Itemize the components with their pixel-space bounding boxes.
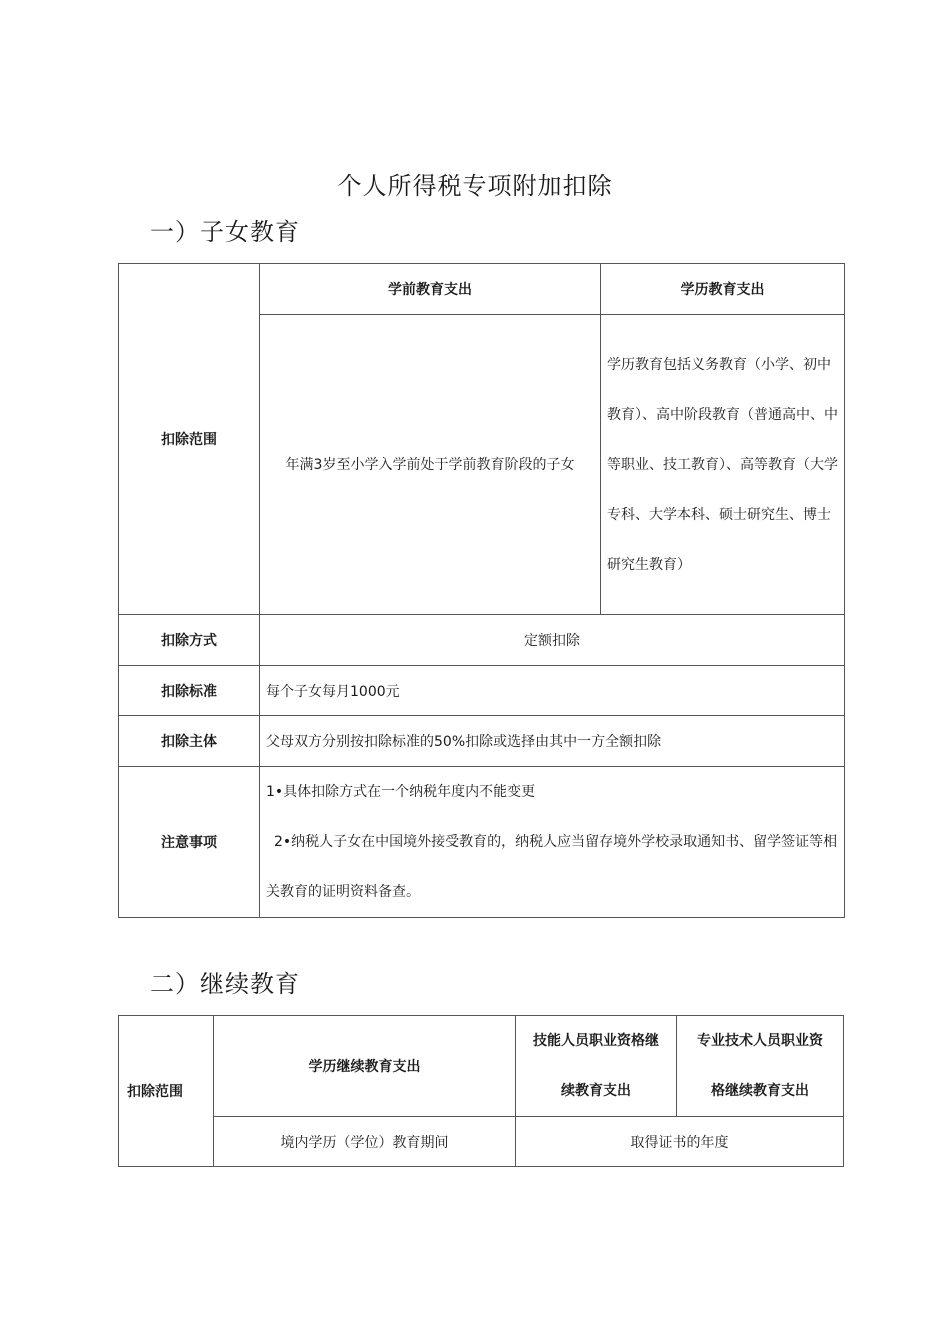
academic-continuing-header: 学历继续教育支出 — [214, 1016, 516, 1117]
continuing-education-table — [118, 1015, 844, 1167]
note-2: 2•纳税人子女在中国境外接受教育的，纳税人应当留存境外学校录取通知书、留学签证等相关教育的证明资料备查。 — [266, 834, 838, 900]
child-education-table — [118, 263, 845, 918]
subject-label: 扣除主体 — [119, 716, 260, 767]
standard-label: 扣除标准 — [119, 666, 260, 716]
section-heading-child-education: 一）子女教育 — [150, 218, 300, 246]
continuing-scope-label: 扣除范围 — [119, 1016, 214, 1167]
academic-period-cell: 境内学历（学位）教育期间 — [214, 1117, 516, 1167]
method-value: 定额扣除 — [260, 615, 845, 666]
page-title: 个人所得税专项附加扣除 — [337, 172, 613, 200]
subject-value: 父母双方分别按扣除标准的50%扣除或选择由其中一方全额扣除 — [260, 716, 845, 767]
skill-certificate-header: 技能人员职业资格继续教育支出 — [516, 1016, 677, 1117]
academic-column-header: 学历教育支出 — [601, 264, 845, 315]
notes-label: 注意事项 — [119, 767, 260, 918]
scope-label: 扣除范围 — [119, 264, 260, 615]
standard-value: 每个子女每月1000元 — [260, 666, 845, 716]
professional-certificate-header: 专业技术人员职业资格继续教育支出 — [677, 1016, 844, 1117]
note-1: 1•具体扣除方式在一个纳税年度内不能变更 — [266, 784, 536, 800]
method-label: 扣除方式 — [119, 615, 260, 666]
preschool-scope-cell: 年满3岁至小学入学前处于学前教育阶段的子女 — [260, 315, 601, 615]
preschool-column-header: 学前教育支出 — [260, 264, 601, 315]
certificate-year-cell: 取得证书的年度 — [516, 1117, 844, 1167]
section-heading-continuing-education: 二）继续教育 — [150, 970, 300, 998]
notes-cell — [260, 767, 845, 918]
academic-scope-cell: 学历教育包括义务教育（小学、初中教育）、高中阶段教育（普通高中、中等职业、技工教育）、高等教育（大学专科、大学本科、硕士研究生、博士研究生教育） — [601, 315, 845, 615]
